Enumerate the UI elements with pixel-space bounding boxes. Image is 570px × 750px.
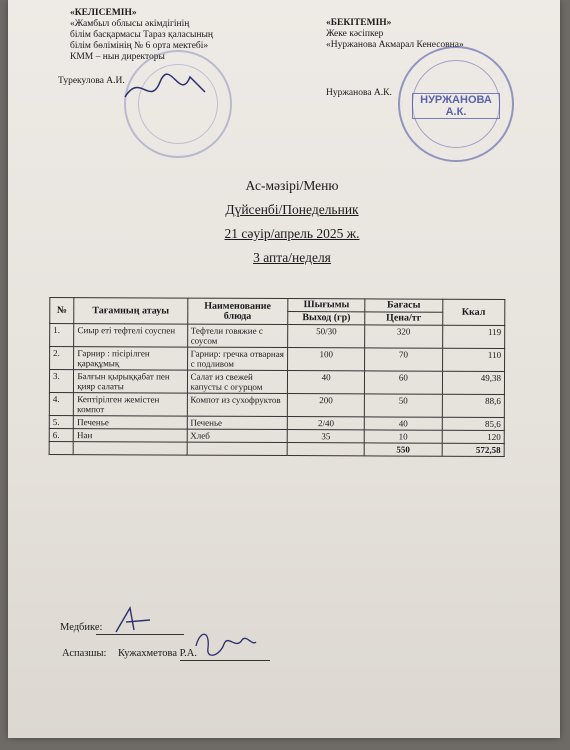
row-name-kz: Печенье (74, 416, 187, 429)
row-name-ru: Салат из свежей капусты с огурцом (187, 370, 288, 393)
row-yield: 50/30 (288, 325, 365, 348)
row-name-ru: Печенье (187, 416, 288, 429)
row-name-kz: Нан (74, 429, 187, 442)
right-signer-name: Нуржанова А.К. (326, 88, 392, 98)
row-name-kz: Кептірілген жемістен компот (74, 393, 187, 416)
total-price: 550 (364, 443, 441, 456)
nurse-label: Медбике: (60, 622, 103, 633)
row-price: 40 (365, 417, 442, 430)
menu-table (49, 297, 506, 457)
nurse-signature (110, 602, 160, 638)
cook-name: Кужахметова Р.А. (118, 648, 197, 659)
table-row (50, 347, 505, 372)
header-price-ru: Цена/тг (365, 312, 442, 325)
header-name-kz: Тағамның атауы (74, 298, 187, 324)
row-kcal: 110 (442, 348, 505, 371)
table-row (50, 324, 505, 349)
row-yield: 40 (287, 371, 364, 394)
row-num: 6. (49, 429, 73, 442)
row-price: 60 (365, 371, 442, 394)
menu-day: Дүйсенбі/Понедельник (225, 202, 359, 217)
row-name-ru: Хлеб (187, 429, 288, 442)
left-approval-line: «Жамбыл облысы әкімдігінің (70, 19, 190, 29)
left-approval-line: КММ – нын директоры (70, 52, 165, 62)
header-yield-ru: Выход (гр) (288, 312, 365, 325)
right-approval-line: «Нуржанова Акмарал Кенесовна» (326, 40, 464, 50)
header-kcal: Ккал (442, 299, 505, 325)
row-name-kz: Балғын қырыққабат пен қияр салаты (74, 370, 187, 393)
row-kcal: 85,6 (442, 417, 505, 430)
row-num: 1. (50, 324, 74, 347)
menu-title-block (16, 178, 568, 274)
menu-date: 21 сәуір/апрель 2025 ж. (224, 226, 360, 241)
right-approval-block (326, 18, 556, 51)
table-header-row (50, 298, 505, 313)
menu-week: 3 апта/неделя (253, 250, 331, 265)
row-num: 5. (49, 416, 73, 429)
row-kcal: 49,38 (442, 371, 505, 394)
table-row (49, 393, 504, 418)
header-price-kz: Бағасы (365, 299, 442, 312)
left-signer-name: Турекулова А.И. (58, 76, 125, 86)
row-num: 4. (49, 393, 73, 416)
row-name-ru: Компот из сухофруктов (187, 393, 288, 416)
total-kcal: 572,58 (442, 443, 505, 456)
row-price: 320 (365, 325, 442, 348)
entrepreneur-stamp (398, 46, 514, 162)
header-name-ru: Наименование блюда (187, 298, 288, 324)
header-num: № (50, 298, 74, 324)
menu-title: Ас-мәзірі/Меню (245, 178, 339, 193)
left-approval-line: білім бөлімінің № 6 орта мектебі» (70, 41, 209, 51)
row-name-kz: Гарнир : пісірілген қарақұмық (74, 347, 187, 370)
cook-signature (190, 626, 260, 666)
left-signature (120, 62, 210, 112)
row-yield: 200 (287, 394, 364, 417)
header-yield-kz: Шығымы (288, 299, 365, 312)
row-price: 10 (365, 430, 442, 443)
row-name-ru: Гарнир: гречка отварная с подливом (187, 347, 288, 370)
row-yield: 2/40 (287, 417, 364, 430)
left-approval-title: «КЕЛІСЕМІН» (70, 8, 137, 18)
row-kcal: 120 (442, 430, 505, 443)
right-approval-line: Жеке кәсіпкер (326, 29, 384, 39)
stamp-label: НУРЖАНОВА А.К. (412, 93, 500, 119)
row-yield: 100 (288, 348, 365, 371)
cook-label: Аспазшы: (62, 648, 107, 659)
left-approval-line: білім басқармасы Тараз қаласының (70, 30, 213, 40)
table-row (49, 370, 504, 395)
right-approval-title: «БЕКІТЕМІН» (326, 18, 392, 28)
row-kcal: 88,6 (442, 394, 505, 417)
row-num: 3. (49, 370, 73, 393)
row-price: 70 (365, 348, 442, 371)
row-kcal: 119 (442, 325, 505, 348)
row-num: 2. (50, 347, 74, 370)
row-name-ru: Тефтели говяжие с соусом (187, 324, 288, 347)
row-price: 50 (365, 394, 442, 417)
row-yield: 35 (287, 430, 364, 443)
table-total-row (49, 442, 504, 457)
row-name-kz: Сиыр еті тефтелі соуспен (74, 324, 187, 347)
